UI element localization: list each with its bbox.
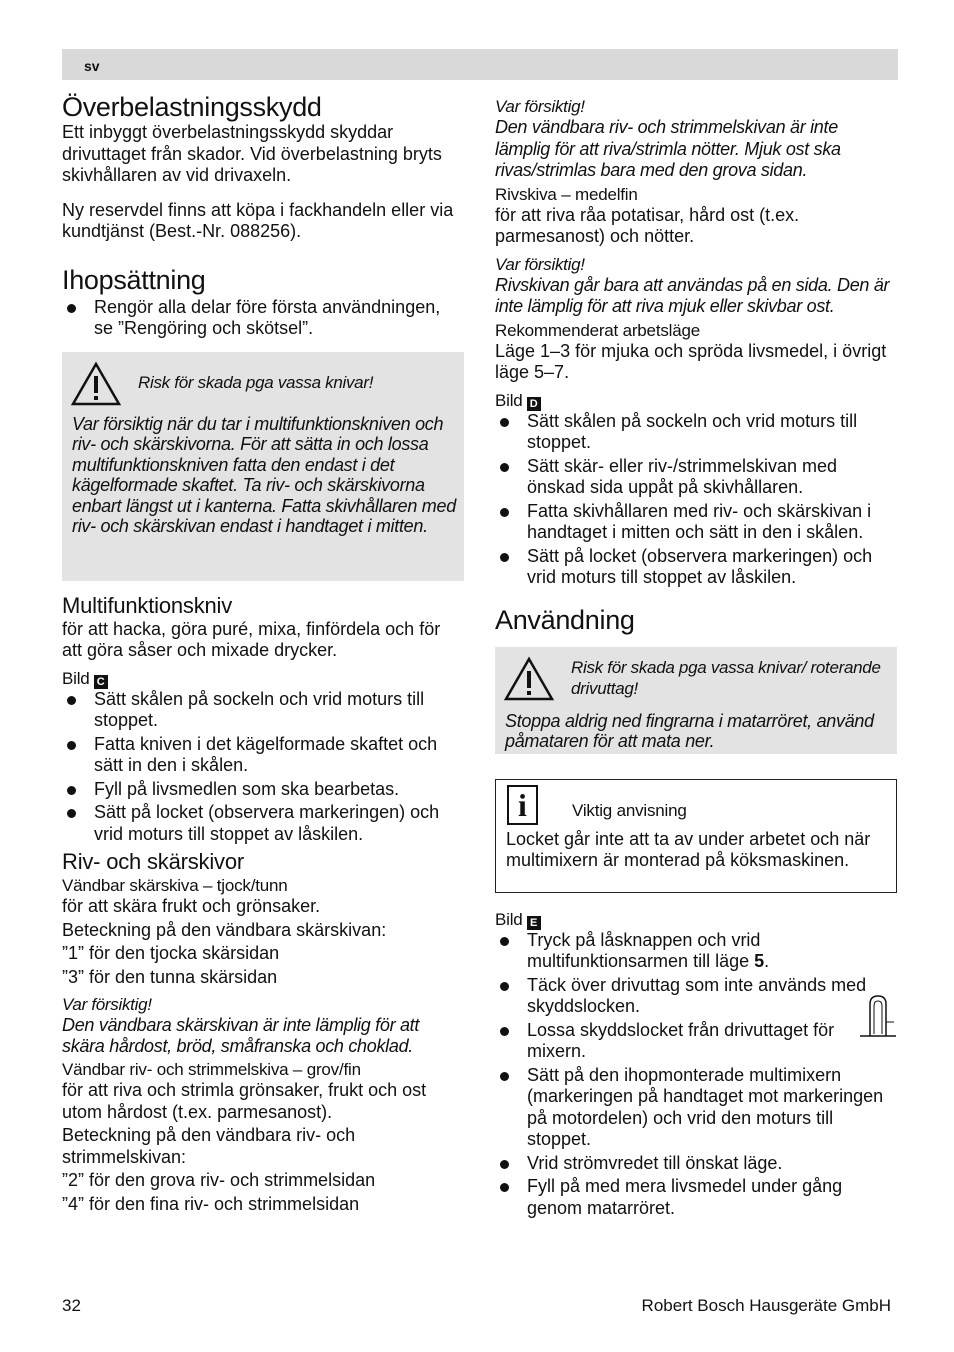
setting-heading: Rekommenderat arbetsläge	[495, 320, 700, 340]
usage-steps	[495, 930, 897, 1220]
grater-text: för att riva råa potatisar, hård ost (t.ex. parmesanost) och nötter.	[495, 204, 800, 246]
warning-triangle-icon	[503, 656, 555, 702]
overload-paragraph-2: Ny reservdel finns att köpa i fackhandeln eller via kundtjänst (Best.-Nr. 088256).	[62, 199, 454, 241]
figure-c-badge: C	[94, 675, 108, 689]
disc-step: Fatta skivhållaren med riv- och skärskivan i handtaget i mitten och sätt in den i skålen.	[495, 501, 897, 544]
bild-text: Bild	[495, 390, 523, 410]
warning-title: Risk för skada pga vassa knivar/ roterande drivuttag!	[571, 657, 881, 698]
usage-step: Lossa skyddslocket från drivuttaget för mixern.	[495, 1020, 897, 1063]
figure-e-badge: E	[527, 916, 541, 930]
slicing-disc-text: för att skära frukt och grönsaker.	[62, 896, 321, 916]
knife-step: Fatta kniven i det kägelformade skaftet och sätt in den i skålen.	[62, 734, 464, 777]
info-icon: i	[507, 785, 538, 825]
figure-d-label	[495, 390, 897, 411]
knife-steps	[62, 689, 464, 846]
disc-steps	[495, 411, 897, 589]
left-column	[62, 92, 464, 1215]
slicing-label-3: ”3” för den tunna skärsidan	[62, 966, 278, 987]
usage-heading: Användning	[495, 604, 635, 635]
shred-label-4: ”4” för den fina riv- och strimmelsidan	[62, 1193, 360, 1214]
warning-box-knives	[62, 352, 464, 581]
bild-text: Bild	[495, 909, 523, 929]
warning-text: Var försiktig när du tar i multifunktionskniven och riv- och skärskivorna. För att sätta in och lossa multifunktionskniven fatta den endast i det kägelformade skaftet. Ta riv- och skärskivorna enbart längst ut i kanterna. Fatta skivhållaren med riv- och skärskivan endast i handtaget i mitten.	[72, 413, 456, 536]
warning-box-usage	[495, 647, 897, 754]
info-text: Locket går inte att ta av under arbetet och när multimixern är monterad på köksmaskinen.	[506, 828, 871, 870]
figure-d-badge: D	[527, 397, 541, 411]
language-bar	[62, 49, 898, 80]
disc-step: Sätt på locket (observera markeringen) och vrid moturs till stoppet av låskilen.	[495, 546, 897, 589]
bild-text: Bild	[62, 668, 90, 688]
grater-heading: Rivskiva – medelfin	[495, 184, 638, 204]
usage-step	[495, 930, 852, 973]
usage-step: Fyll på med mera livsmedel under gång genom matarröret.	[495, 1176, 897, 1219]
overload-paragraph-1: Ett inbyggt överbelastningsskydd skyddar drivuttaget från skador. Vid överbelastning bryts skivhållaren av vid drivaxeln.	[62, 122, 442, 185]
knife-step: Fyll på livsmedlen som ska bearbetas.	[62, 779, 464, 801]
shred-caution-label: Var försiktig!	[495, 97, 585, 116]
slicing-caution-label: Var försiktig!	[62, 995, 152, 1014]
language-code: sv	[84, 58, 100, 74]
usage-step: Vrid strömvredet till önskat läge.	[495, 1153, 897, 1175]
setting-text: Läge 1–3 för mjuka och spröda livsmedel, i övrigt läge 5–7.	[495, 340, 887, 382]
warning-text: Stoppa aldrig ned fingrarna i matarröret, använd påmataren för att mata ner.	[505, 710, 874, 751]
slicing-label-1: ”1” för den tjocka skärsidan	[62, 943, 280, 963]
assembly-list	[62, 297, 464, 340]
info-title: Viktig anvisning	[572, 800, 687, 820]
disc-step: Sätt skålen på sockeln och vrid moturs till stoppet.	[495, 411, 897, 454]
knife-heading: Multifunktionskniv	[62, 592, 233, 618]
usage-step-period: .	[764, 951, 770, 971]
shred-disc-heading: Vändbar riv- och strimmelskiva – grov/fin	[62, 1060, 361, 1079]
warning-title: Risk för skada pga vassa knivar!	[138, 372, 374, 392]
grater-caution-text: Rivskivan går bara att användas på en sida. Den är inte lämplig för att riva mjuk eller skivbar ost.	[495, 274, 890, 316]
usage-step-text: Tryck på låsknappen och vrid multifunktionsarmen till läge	[527, 929, 761, 971]
figure-c-label	[62, 668, 464, 689]
mixer-arm-icon	[858, 992, 898, 1038]
assembly-bullet: Rengör alla delar före första användningen, se ”Rengöring och skötsel”.	[62, 297, 464, 340]
usage-step: Sätt på den ihopmonterade multimixern (markeringen på handtaget mot markeringen på motordelen) och vrid den moturs till stoppet.	[495, 1065, 897, 1151]
overload-heading: Överbelastningsskydd	[62, 92, 322, 122]
shred-label-2: ”2” för den grova riv- och strimmelsidan	[62, 1170, 376, 1190]
knife-step: Sätt på locket (observera markeringen) och vrid moturs till stoppet av låskilen.	[62, 802, 464, 845]
knife-step: Sätt skålen på sockeln och vrid moturs till stoppet.	[62, 689, 464, 732]
discs-heading: Riv- och skärskivor	[62, 849, 245, 874]
grater-caution-label: Var försiktig!	[495, 254, 585, 274]
figure-e-label	[495, 909, 897, 930]
knife-text: för att hacka, göra puré, mixa, finfördela och för att göra såser och mixade drycker.	[62, 618, 441, 660]
shred-caution-text: Den vändbara riv- och strimmelskivan är inte lämplig för att riva/strimla nötter. Mjuk ost ska rivas/strimlas bara med den grova sidan.	[495, 117, 841, 180]
slicing-caution-text: Den vändbara skärskivan är inte lämplig för att skära hårdost, bröd, småfranska och choklad.	[62, 1015, 420, 1056]
slicing-label-intro: Beteckning på den vändbara skärskivan:	[62, 919, 387, 940]
assembly-heading: Ihopsättning	[62, 264, 206, 295]
slicing-disc-heading: Vändbar skärskiva – tjock/tunn	[62, 876, 288, 895]
usage-step-position: 5	[754, 951, 765, 971]
shred-label-intro: Beteckning på den vändbara riv- och strimmelskivan:	[62, 1125, 356, 1167]
footer-company: Robert Bosch Hausgeräte GmbH	[641, 1296, 891, 1315]
warning-triangle-icon	[70, 361, 122, 407]
page-number: 32	[62, 1296, 81, 1315]
right-column	[495, 96, 897, 1221]
usage-step: Täck över drivuttag som inte används med skyddslocken.	[495, 975, 897, 1018]
disc-step: Sätt skär- eller riv-/strimmelskivan med önskad sida uppåt på skivhållaren.	[495, 456, 897, 499]
shred-disc-text: för att riva och strimla grönsaker, frukt och ost utom hårdost (t.ex. parmesanost).	[62, 1080, 427, 1122]
info-box	[495, 779, 897, 893]
